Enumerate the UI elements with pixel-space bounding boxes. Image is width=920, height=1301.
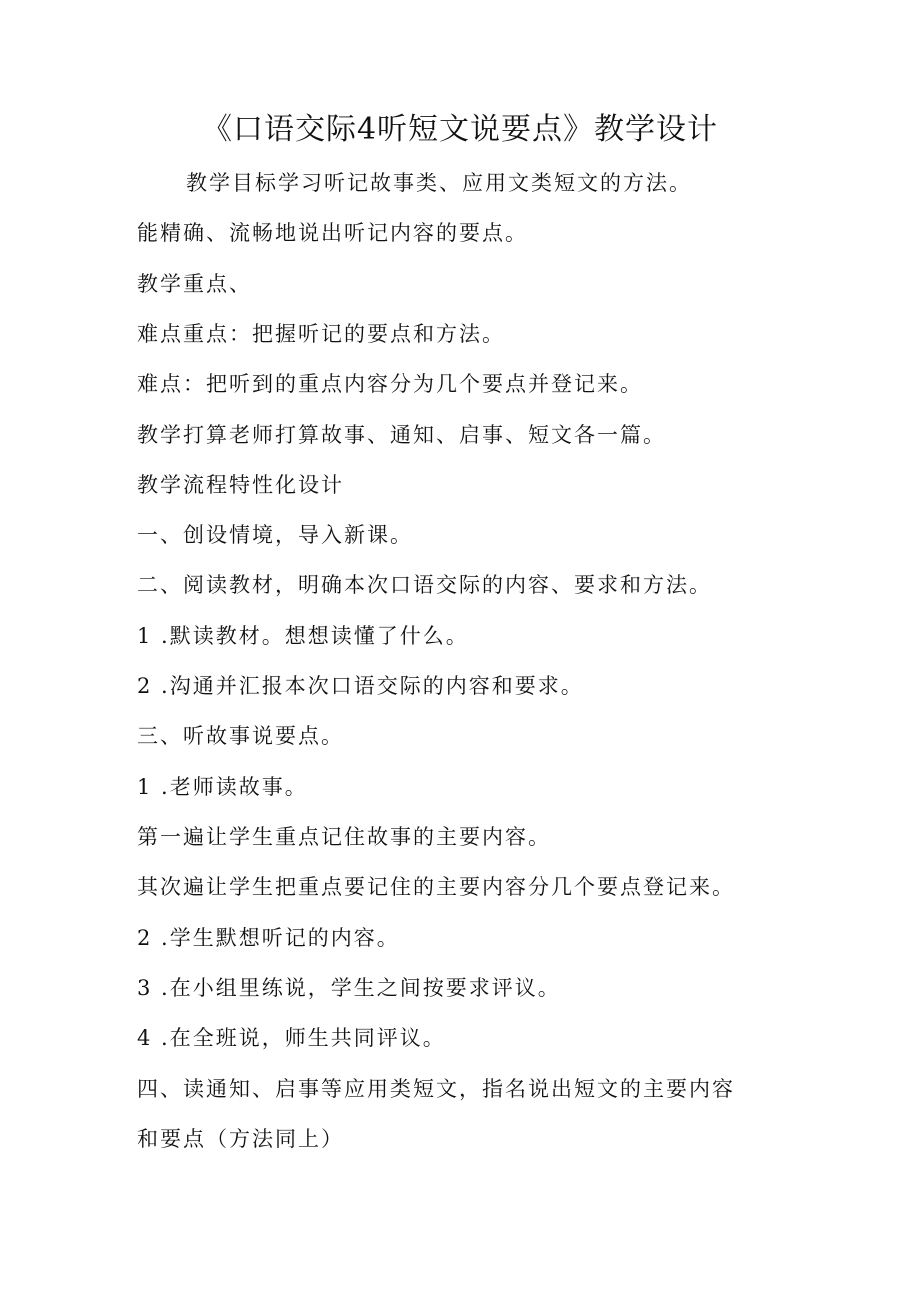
paragraph-line: 教学重点、 [137, 272, 252, 296]
paragraph-line: 2 .学生默想听记的内容。 [137, 926, 400, 950]
paragraph-line: 难点：把听到的重点内容分为几个要点并登记来。 [137, 372, 643, 396]
paragraph-line: 其次遍让学生把重点要记住的主要内容分几个要点登记来。 [137, 875, 735, 899]
paragraph-line: 教学目标学习听记故事类、应用文类短文的方法。 [186, 171, 692, 195]
paragraph-line: 第一遍让学生重点记住故事的主要内容。 [137, 825, 551, 849]
paragraph-line: 4 .在全班说，师生共同评议。 [137, 1026, 446, 1050]
paragraph-line: 难点重点：把握听记的要点和方法。 [137, 322, 505, 346]
document-title: 《口语交际4听短文说要点》教学设计 [201, 112, 719, 147]
paragraph-line: 能精确、流畅地说出听记内容的要点。 [137, 221, 528, 245]
paragraph-line: 四、读通知、启事等应用类短文，指名说出短文的主要内容 [137, 1077, 735, 1101]
paragraph-line: 1 .默读教材。想想读懂了什么。 [137, 624, 469, 648]
paragraph-line: 和要点（方法同上） [137, 1127, 344, 1151]
paragraph-line: 二、阅读教材，明确本次口语交际的内容、要求和方法。 [137, 573, 712, 597]
paragraph-line: 教学流程特性化设计 [137, 473, 344, 497]
paragraph-line: 1 .老师读故事。 [137, 775, 308, 799]
paragraph-line: 三、听故事说要点。 [137, 724, 344, 748]
paragraph-line: 教学打算老师打算故事、通知、启事、短文各一篇。 [137, 423, 666, 447]
paragraph-line: 2 .沟通并汇报本次口语交际的内容和要求。 [137, 674, 584, 698]
paragraph-line: 3 .在小组里练说，学生之间按要求评议。 [137, 976, 561, 1000]
paragraph-line: 一、创设情境，导入新课。 [137, 523, 413, 547]
